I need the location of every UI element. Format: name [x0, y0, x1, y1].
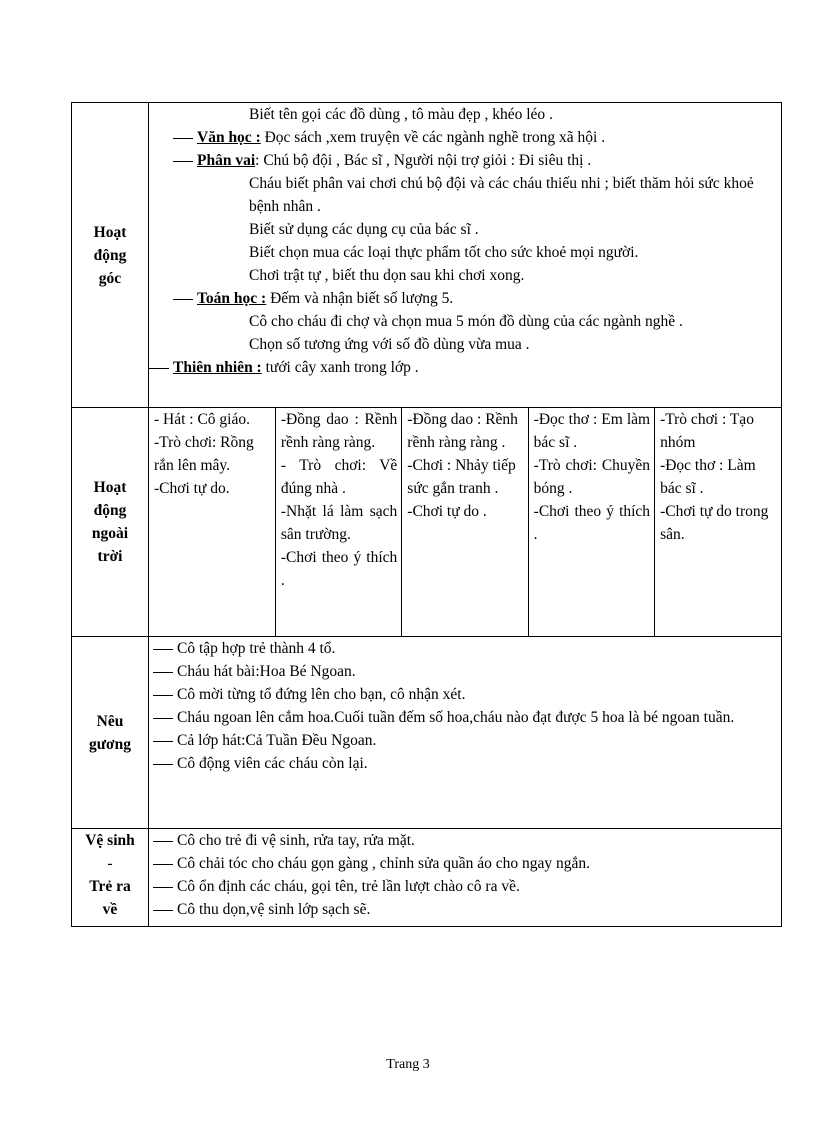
neu-guong-item — [151, 683, 781, 706]
row-neu-guong — [72, 637, 782, 829]
activity-item: -Chơi tự do . — [407, 503, 487, 520]
toan-hoc-line — [149, 287, 781, 310]
dash-icon — [149, 368, 169, 369]
toan-hoc-detail: Cô cho cháu đi chợ và chọn mua 5 món đồ dùng của các ngành nghề . — [249, 313, 683, 330]
dash-icon — [173, 138, 193, 139]
dash-icon — [173, 161, 193, 162]
activity-item: -Chơi tự do trong sân. — [660, 503, 769, 543]
dash-icon — [173, 299, 193, 300]
dash-icon — [153, 887, 173, 888]
phan-vai-detail: Cháu biết phân vai chơi chú bộ đội và các cháu thiếu nhi ; biết thăm hỏi sức khoẻ bệnh nhân . — [249, 175, 754, 215]
activity-item: -Đồng dao : Rềnh rềnh ràng ràng . — [407, 411, 518, 451]
activity-item: -Chơi theo ý thích . — [280, 549, 398, 589]
label-line: - — [107, 855, 113, 872]
label-hoat-dong-goc — [72, 103, 149, 408]
item-text: Cô cho trẻ đi vệ sinh, rửa tay, rửa mặt. — [177, 832, 415, 849]
label-line: Trẻ ra — [89, 878, 131, 895]
activity-item: -Trò chơi : Tạo nhóm — [660, 411, 754, 451]
dash-icon — [153, 864, 173, 865]
outdoor-day-column — [655, 408, 781, 636]
phan-vai-detail: Chơi trật tự , biết thu dọn sau khi chơi xong. — [249, 267, 525, 284]
thien-nhien-title: Thiên nhiên : — [173, 359, 262, 376]
label-line: góc — [98, 269, 122, 287]
ve-sinh-item — [151, 875, 781, 898]
item-text: Cô mời từng tổ đứng lên cho bạn, cô nhận xét. — [177, 686, 466, 703]
phan-vai-detail: Biết sử dụng các dụng cụ của bác sĩ . — [249, 221, 479, 238]
label-line: Nêu — [96, 712, 124, 730]
content-neu-guong — [149, 637, 782, 829]
dash-icon — [153, 649, 173, 650]
label-neu-guong — [72, 637, 149, 829]
activity-item: -Đọc thơ : Em làm bác sĩ . — [533, 411, 651, 451]
label-line: Hoạt — [93, 223, 127, 241]
label-line: gương — [88, 735, 131, 753]
dash-icon — [153, 841, 173, 842]
activity-item: - Trò chơi: Về đúng nhà . — [280, 457, 398, 497]
toan-hoc-detail: Chọn số tương ứng với số đồ dùng vừa mua . — [249, 336, 530, 353]
ve-sinh-item — [151, 898, 781, 921]
neu-guong-item — [151, 729, 781, 752]
outdoor-day-column — [275, 408, 401, 636]
label-line: Vệ sinh — [85, 832, 135, 849]
item-text: Cô ổn định các cháu, gọi tên, trẻ lần lượt chào cô ra về. — [177, 878, 520, 895]
dash-icon — [153, 764, 173, 765]
row-ve-sinh — [72, 829, 782, 927]
content-ve-sinh — [149, 829, 782, 927]
neu-guong-item — [151, 706, 781, 729]
label-line: động — [93, 502, 127, 519]
van-hoc-title: Văn học : — [197, 129, 261, 146]
item-text: Cô động viên các cháu còn lại. — [177, 755, 368, 772]
item-text: Cháu ngoan lên cắm hoa.Cuối tuần đếm số hoa,cháu nào đạt được 5 hoa là bé ngoan tuần. — [177, 709, 735, 726]
row-hoat-dong-goc — [72, 103, 782, 408]
activity-item: -Chơi theo ý thích . — [533, 503, 651, 543]
label-line: trời — [97, 548, 123, 565]
label-hoat-dong-ngoai-troi — [72, 408, 149, 637]
outdoor-day-column — [149, 408, 275, 636]
label-line: động — [93, 246, 127, 264]
phan-vai-detail: Biết chọn mua các loại thực phẩm tốt cho sức khoẻ mọi người. — [249, 244, 639, 261]
van-hoc-text: Đọc sách ,xem truyện về các ngành nghề trong xã hội . — [264, 129, 606, 146]
item-text: Cô tập hợp trẻ thành 4 tổ. — [177, 640, 336, 657]
dash-icon — [153, 672, 173, 673]
page-number: Trang 3 — [386, 1057, 430, 1072]
label-line: ngoài — [91, 525, 129, 542]
dash-icon — [153, 741, 173, 742]
row-hoat-dong-ngoai-troi — [72, 408, 782, 637]
thien-nhien-text: tưới cây xanh trong lớp . — [265, 359, 419, 376]
content-hoat-dong-goc — [149, 103, 782, 408]
activity-item: -Chơi : Nhảy tiếp sức gắn tranh . — [407, 457, 516, 497]
activity-item: -Đồng dao : Rềnh rềnh ràng ràng. — [280, 411, 398, 451]
toan-hoc-title: Toán học : — [197, 290, 267, 307]
intro-line: Biết tên gọi các đồ dùng , tô màu đẹp , khéo léo . — [249, 106, 553, 123]
activity-item: -Trò chơi: Rồng rắn lên mây. — [154, 434, 254, 474]
schedule-table — [71, 102, 782, 927]
neu-guong-item — [151, 752, 781, 775]
activity-item: -Trò chơi: Chuyền bóng . — [533, 457, 651, 497]
outdoor-day-column — [402, 408, 528, 636]
phan-vai-line — [149, 149, 781, 172]
activity-item: -Đọc thơ : Làm bác sĩ . — [660, 457, 756, 497]
label-line: về — [102, 901, 118, 918]
ve-sinh-item — [151, 829, 781, 852]
ve-sinh-item — [151, 852, 781, 875]
neu-guong-item — [151, 660, 781, 683]
activity-item: -Nhặt lá làm sạch sân trường. — [280, 503, 398, 543]
item-text: Cháu hát bài:Hoa Bé Ngoan. — [177, 663, 356, 680]
outdoor-day-column — [528, 408, 654, 636]
van-hoc-line — [149, 126, 781, 149]
dash-icon — [153, 910, 173, 911]
item-text: Cô chải tóc cho cháu gọn gàng , chỉnh sửa quần áo cho ngay ngắn. — [177, 855, 591, 872]
neu-guong-item — [151, 637, 781, 660]
dash-icon — [153, 718, 173, 719]
dash-icon — [153, 695, 173, 696]
label-line: Hoạt — [93, 479, 127, 496]
activity-item: -Chơi tự do. — [154, 480, 230, 497]
item-text: Cả lớp hát:Cả Tuần Đều Ngoan. — [177, 732, 377, 749]
phan-vai-text: : Chú bộ đội , Bác sĩ , Người nội trợ giỏi : Đi siêu thị . — [255, 152, 592, 169]
item-text: Cô thu dọn,vệ sinh lớp sạch sẽ. — [177, 901, 371, 918]
activity-item: - Hát : Cô giáo. — [154, 411, 250, 428]
content-hoat-dong-ngoai-troi — [149, 408, 782, 637]
outdoor-activity-grid — [149, 408, 781, 636]
toan-hoc-text: Đếm và nhận biết số lượng 5. — [270, 290, 454, 307]
phan-vai-title: Phân vai — [197, 152, 256, 169]
label-ve-sinh — [72, 829, 149, 927]
thien-nhien-line — [149, 356, 781, 379]
